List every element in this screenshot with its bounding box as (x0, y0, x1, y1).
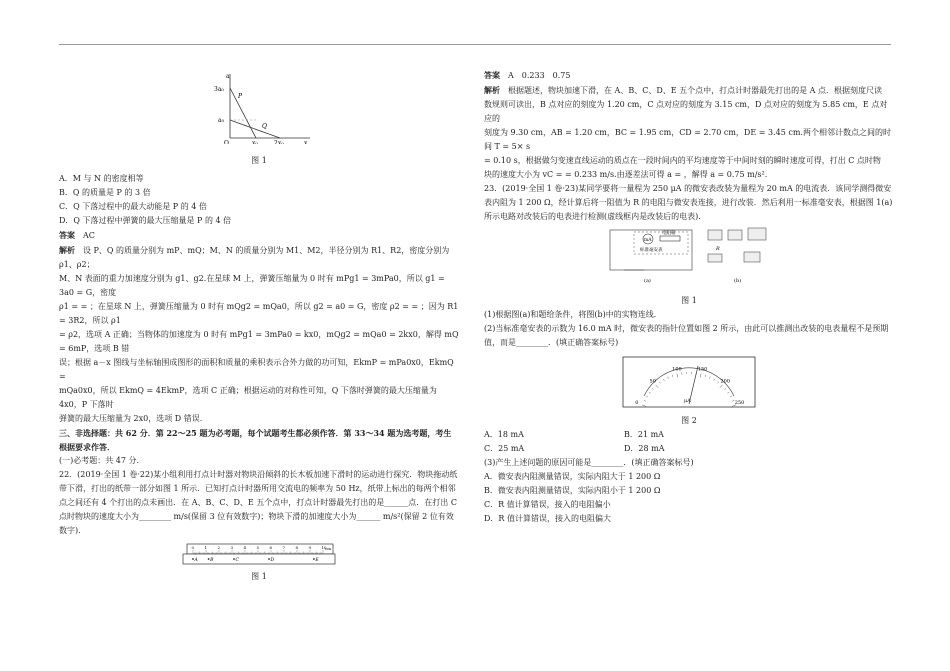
analysis-label: 解析 (59, 245, 75, 255)
curve-q: Q (262, 123, 267, 130)
circuit-std-label: 标准毫安表 (640, 248, 663, 253)
fig2-caption: 图 2 (681, 416, 697, 425)
ruler-label: 0 (191, 545, 195, 550)
ruler-label: 10 (321, 545, 327, 550)
analysis-line-7: 弹簧的最大压缩量为 2x0，选项 D 错误. (59, 414, 203, 423)
analysis22-line-4: = 0.10 s，根据做匀变速直线运动的质点在一段时间内的平均速度等于中间时刻的瞬时速度可得，打出 C 点时物 (484, 156, 881, 165)
tape-point-label: A (194, 558, 198, 563)
analysis22-line-2: 数规则可读出，B 点对应的刻度为 1.20 cm，C 点对应的刻度为 3.15 cm，D 点对应的刻度为 5.85 cm，E 点对应的 (484, 100, 888, 123)
circuit-r-label: R (716, 246, 720, 252)
ruler-label: 2 (217, 545, 221, 550)
required-heading: (一)必考题：共 47 分． (59, 456, 145, 465)
left-column (59, 68, 459, 584)
analysis22-line-1 (484, 83, 894, 98)
tape-point-label: C (235, 558, 239, 563)
option-c: C．Q 下落过程中的最大动能是 P 的 4 倍 (59, 202, 207, 211)
axis-a0: a₀ (218, 117, 224, 124)
option-b: B．Q 的质量是 P 的 3 倍 (59, 188, 151, 197)
analysis-line-2: M、N 表面的重力加速度分别为 g1、g2.在星球 M 上，弹簧压缩量为 0 时有 mPg1 = 3mPa0，所以 g1 = 3a0 = G，密度 (59, 274, 445, 297)
meter-tick-label: 200 (720, 378, 731, 385)
meter-tick-label: 150 (697, 366, 708, 373)
analysis-line-5: 误；根据 a－x 图线与坐标轴围成图形的面积和质量的乘积表示合外力做的功可知，EkmP = mPa0x0，EkmQ = (59, 358, 454, 381)
answer-line-22 (484, 68, 894, 83)
ruler-tape-figure (179, 542, 339, 570)
analysis-line-1 (59, 243, 459, 272)
question-23: 23．(2019·全国 1 卷·23)某同学要将一量程为 250 μA 的微安表改装为量程为 20 mA 的电流表．该同学测得微安表内阻为 1 200 Ω，经计算后将一阻值为 R 的电阻与微安表连接，进行改装．然后利用一标准毫安表，根据图 1(a)所示电路对改装后的电表进行检测(虚线框内是改装后的电表)． (484, 184, 893, 221)
meter-tick-label: 250 (734, 399, 745, 406)
answer-label: 答案 (59, 230, 75, 240)
fig-ruler-caption: 图 1 (251, 572, 267, 581)
fig1-caption: 图 1 (251, 156, 267, 165)
axis-2x0: 2x₀ (274, 140, 284, 144)
circuit-ma-label: mA (644, 238, 652, 243)
analysis22-text-1: 根据题述，物块加速下滑，在 A、B、C、D、E 五个点中，打点计时器最先打出的是 A 点．根据刻度尺读 (508, 86, 882, 95)
microammeter-figure (622, 356, 756, 408)
meter-unit: μA (684, 398, 691, 404)
option3-d: D．R 值计算错误，接入的电阻偏大 (484, 514, 611, 523)
circuit-box-label: 电阻箱 (662, 231, 676, 236)
circuit-figure (604, 224, 774, 286)
option-d: D．Q 下落过程中弹簧的最大压缩量是 P 的 4 倍 (59, 216, 232, 225)
ruler-label: 1 (204, 545, 208, 550)
option2-b: B．21 mA (624, 430, 664, 439)
analysis-label-22: 解析 (484, 85, 500, 95)
options-row-1 (484, 428, 894, 442)
options-row-2 (484, 442, 894, 456)
answer-value: AC (83, 231, 95, 240)
ruler-label: 8 (295, 545, 299, 550)
meter-tick-label: 0 (635, 399, 639, 406)
analysis-line-3: ρ1 = = ；在星球 N 上，弹簧压缩量为 0 时有 mQg2 = mQa0，所以 g2 = a0 = G，密度 ρ2 = = ；因为 R1 = 3R2，所以 ρ1 (59, 302, 459, 325)
section-3-heading: 三、非选择题：共 62 分．第 22～25 题为必考题，每个试题考生都必须作答．第 33～34 题为选考题，考生根据要求作答． (59, 428, 452, 452)
option3-a: A．微安表内阻测量错误，实际内阻大于 1 200 Ω (484, 472, 661, 481)
question-22: 22．(2019·全国 1 卷·22)某小组利用打点计时器对物块沿倾斜的长木板加速下滑时的运动进行探究．物块拖动纸带下滑，打出的纸带一部分如图 1 所示．已知打点计时器所用交流电的频率为 50 Hz，纸带上标出的每两个相邻点之间还有 4 个打出的点未画出．在 A、B、C、D、E 五个点中，打点计时器最先打出的是______点．在打出 C 点时物块的速度大小为________ m/s(保留 3 位有效数字)；物块下滑的加速度大小为______ m/s²(保留 2 位有效数字)． (59, 470, 458, 535)
ruler-label: 3 (230, 545, 234, 550)
analysis-line-4: = ρ2，选项 A 正确；当物体的加速度为 0 时有 mPg1 = 3mPa0 = kx0，mQg2 = mQa0 = 2kx0，解得 mQ = 6mP，选项 B 错 (59, 330, 459, 353)
ruler-label: 7 (282, 545, 286, 550)
header-rule (59, 44, 891, 45)
option2-d: D．28 mA (624, 444, 665, 453)
tape-point-label: E (315, 558, 319, 563)
analysis-line-6: mQa0x0，所以 EkmQ = 4EkmP，选项 C 正确；根据运动的对称性可知，Q 下落时弹簧的最大压缩量为 4x0，P 下落时 (59, 386, 437, 409)
ruler-label: 4 (243, 545, 247, 550)
circuit-b-label: (b) (734, 278, 742, 284)
answer-value-22: A 0.233 0.75 (508, 71, 571, 80)
tape-point-label: B (210, 558, 214, 563)
option2-c: C．25 mA (484, 444, 525, 453)
axis-x-label: x (304, 140, 308, 144)
sub-question-1: (1)根据图(a)和题给条件，将图(b)中的实物连线． (484, 310, 662, 319)
circuit-a-label: (a) (644, 278, 651, 284)
answer-line (59, 228, 459, 243)
option3-c: C．R 值计算错误，接入的电阻偏小 (484, 500, 611, 509)
sub-question-2: (2)当标准毫安表的示数为 16.0 mA 时，微安表的指针位置如图 2 所示，由此可以推测出改装的电表量程不是预期值，而是________．(填正确答案标号) (484, 324, 889, 347)
option-a: A．M 与 N 的密度相等 (59, 174, 144, 183)
axis-x0: x₀ (252, 140, 258, 144)
axis-a-label: a (226, 73, 230, 80)
meter-tick-label: 100 (672, 366, 682, 373)
right-column (484, 68, 894, 526)
curve-p: P (238, 93, 243, 100)
answer-label-22: 答案 (484, 70, 500, 80)
tape-point-label: D (270, 558, 275, 563)
axis-3a0: 3a₀ (214, 86, 224, 93)
option3-b: B．微安表内阻测量错误，实际内阻小于 1 200 Ω (484, 486, 661, 495)
option2-a: A．18 mA (484, 430, 524, 439)
ruler-label: 5 (256, 545, 260, 550)
analysis22-line-5: 块的速度大小为 vC = = 0.233 m/s.由逐差法可得 a = ，解得 a = 0.75 m/s². (484, 170, 768, 179)
ruler-label: 9 (308, 545, 312, 550)
sub-question-3: (3)产生上述问题的原因可能是________．(填正确答案标号) (484, 458, 694, 467)
fig1-caption-right: 图 1 (681, 296, 697, 305)
analysis22-line-3: 刻度为 9.30 cm，AB = 1.20 cm，BC = 1.95 cm，CD = 2.70 cm，DE = 3.45 cm.两个相邻计数点之间的时间 T = 5× s (484, 128, 891, 151)
ruler-label: 6 (269, 545, 273, 550)
axis-origin: O (224, 140, 229, 144)
analysis-text-1: 设 P、Q 的质量分别为 mP、mQ；M、N 的质量分别为 M1、M2，半径分别为 R1、R2，密度分别为 ρ1、ρ2； (59, 246, 450, 269)
ruler-label: cm (325, 546, 332, 551)
meter-tick-label: 50 (649, 378, 656, 385)
a-x-graph (204, 68, 314, 144)
